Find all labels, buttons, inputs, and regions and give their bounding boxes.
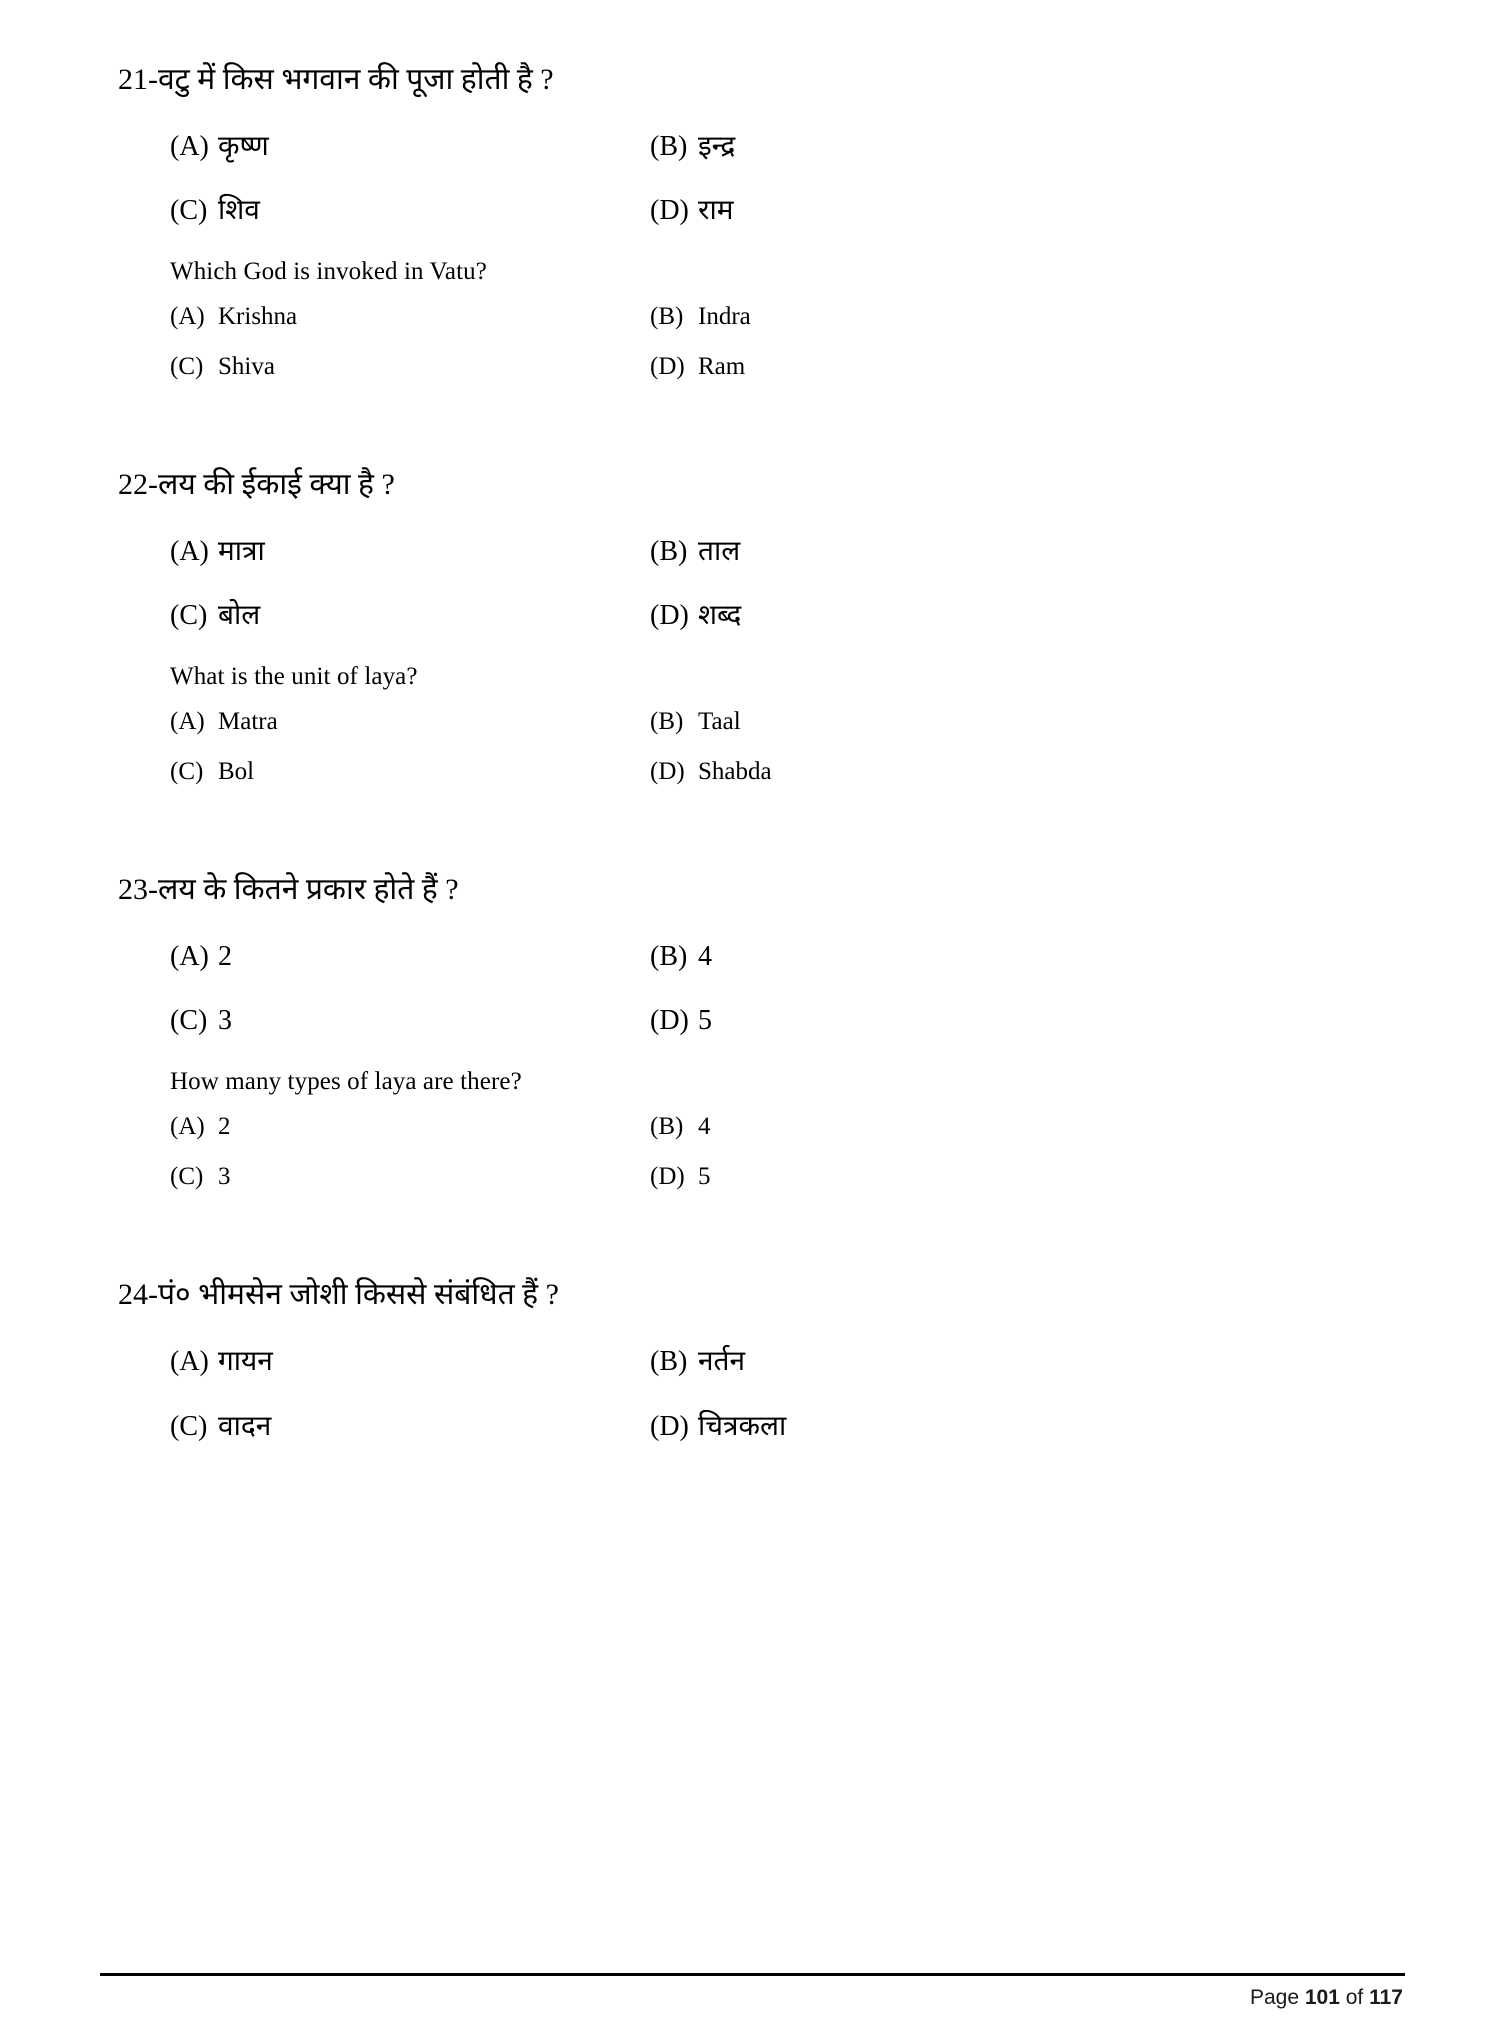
option-label: राम bbox=[698, 195, 734, 227]
option-b[interactable] bbox=[650, 520, 1387, 585]
option-label: 4 bbox=[698, 1113, 711, 1141]
question-number: 22- bbox=[118, 468, 158, 502]
footer-current-page: 101 bbox=[1304, 1986, 1340, 2009]
option-label: Indra bbox=[698, 303, 751, 331]
question-heading bbox=[118, 60, 1387, 101]
option-tag: (B) bbox=[650, 130, 688, 162]
option-label: गायन bbox=[218, 1345, 273, 1377]
option-label: 4 bbox=[698, 940, 712, 972]
option-label: 2 bbox=[218, 1113, 231, 1141]
option-tag: (C) bbox=[170, 352, 204, 380]
option-tag: (D) bbox=[650, 1162, 685, 1190]
question-text-hindi: वटु में किस भगवान की पूजा होती है ? bbox=[158, 63, 554, 96]
option-label: कृष्ण bbox=[218, 130, 269, 162]
option-tag: (B) bbox=[650, 303, 684, 331]
hindi-options bbox=[170, 1330, 1387, 1460]
option-label: शिव bbox=[218, 195, 260, 227]
option-label: Matra bbox=[218, 708, 278, 736]
option-tag: (C) bbox=[170, 195, 208, 227]
question-text-english: What is the unit of laya? bbox=[170, 663, 418, 691]
option-label: 5 bbox=[698, 1162, 711, 1190]
question-text-english: How many types of laya are there? bbox=[170, 1068, 522, 1096]
option-a[interactable] bbox=[170, 925, 650, 990]
option-tag: (A) bbox=[170, 1345, 209, 1377]
option-a-en[interactable] bbox=[170, 697, 650, 747]
option-label: ताल bbox=[698, 535, 741, 567]
question-block bbox=[118, 870, 1387, 1201]
option-label: Taal bbox=[698, 708, 741, 736]
spacer bbox=[118, 836, 1387, 870]
option-c[interactable] bbox=[170, 1395, 650, 1460]
option-tag: (C) bbox=[170, 1005, 208, 1037]
option-a[interactable] bbox=[170, 1330, 650, 1395]
option-tag: (A) bbox=[170, 303, 205, 331]
footer-prefix: Page bbox=[1249, 1986, 1300, 2009]
option-tag: (D) bbox=[650, 1410, 689, 1442]
option-label: नर्तन bbox=[698, 1345, 746, 1377]
option-a-en[interactable] bbox=[170, 1102, 650, 1152]
option-tag: (A) bbox=[170, 535, 209, 567]
option-label: बोल bbox=[218, 600, 261, 632]
option-d[interactable] bbox=[650, 1395, 1387, 1460]
hindi-options bbox=[170, 115, 1387, 245]
question-heading bbox=[118, 1275, 1387, 1316]
option-a[interactable] bbox=[170, 115, 650, 180]
question-text-hindi: लय के कितने प्रकार होते हैं ? bbox=[158, 873, 459, 907]
option-label: इन्द्र bbox=[698, 130, 736, 162]
option-c-en[interactable] bbox=[170, 747, 650, 797]
footer-total-pages: 117 bbox=[1369, 1986, 1403, 2009]
option-tag: (D) bbox=[650, 600, 689, 632]
question-number: 24- bbox=[118, 1278, 158, 1312]
option-label: चित्रकला bbox=[698, 1410, 787, 1442]
question-heading bbox=[118, 870, 1387, 911]
english-options bbox=[170, 292, 1387, 391]
option-label: वादन bbox=[218, 1410, 272, 1442]
option-tag: (B) bbox=[650, 708, 684, 736]
option-label: 2 bbox=[218, 940, 232, 972]
question-text-hindi: पं० भीमसेन जोशी किससे संबंधित हैं ? bbox=[158, 1278, 559, 1312]
page-number bbox=[100, 1976, 1405, 2010]
option-d[interactable] bbox=[650, 179, 1387, 244]
question-block bbox=[118, 60, 1387, 391]
option-label: 5 bbox=[698, 1005, 712, 1037]
option-c[interactable] bbox=[170, 584, 650, 649]
option-d[interactable] bbox=[650, 989, 1387, 1054]
option-tag: (B) bbox=[650, 940, 688, 972]
option-a-en[interactable] bbox=[170, 292, 650, 342]
question-heading bbox=[118, 465, 1387, 506]
option-label: Bol bbox=[218, 757, 255, 785]
hindi-options bbox=[170, 925, 1387, 1055]
option-b-en[interactable] bbox=[650, 1102, 1387, 1152]
option-b-en[interactable] bbox=[650, 697, 1387, 747]
option-tag: (A) bbox=[170, 1113, 205, 1141]
option-tag: (B) bbox=[650, 1113, 684, 1141]
option-d-en[interactable] bbox=[650, 1152, 1387, 1202]
option-a[interactable] bbox=[170, 520, 650, 585]
option-b[interactable] bbox=[650, 925, 1387, 990]
option-tag: (A) bbox=[170, 708, 205, 736]
spacer bbox=[118, 1241, 1387, 1275]
option-d[interactable] bbox=[650, 584, 1387, 649]
question-block bbox=[118, 465, 1387, 796]
footer-middle: of bbox=[1345, 1986, 1364, 2009]
question-list bbox=[118, 60, 1387, 1459]
option-tag: (D) bbox=[650, 352, 685, 380]
question-text-hindi: लय की ईकाई क्या है ? bbox=[158, 468, 395, 502]
option-d-en[interactable] bbox=[650, 747, 1387, 797]
option-label: Shabda bbox=[698, 757, 772, 785]
option-tag: (B) bbox=[650, 535, 688, 567]
option-label: 3 bbox=[218, 1005, 232, 1037]
option-label: मात्रा bbox=[218, 535, 265, 567]
option-d-en[interactable] bbox=[650, 342, 1387, 392]
question-text-english: Which God is invoked in Vatu? bbox=[170, 258, 487, 286]
option-tag: (D) bbox=[650, 195, 689, 227]
english-options bbox=[170, 1102, 1387, 1201]
option-label: Ram bbox=[698, 352, 746, 380]
english-options bbox=[170, 697, 1387, 796]
option-label: Krishna bbox=[218, 303, 298, 331]
option-b-en[interactable] bbox=[650, 292, 1387, 342]
option-b[interactable] bbox=[650, 115, 1387, 180]
question-number: 21- bbox=[118, 63, 158, 96]
option-label: 3 bbox=[218, 1162, 231, 1190]
option-tag: (A) bbox=[170, 940, 209, 972]
option-tag: (A) bbox=[170, 130, 209, 162]
option-c-en[interactable] bbox=[170, 1152, 650, 1202]
hindi-options bbox=[170, 520, 1387, 650]
page-footer bbox=[100, 1973, 1405, 2010]
option-tag: (C) bbox=[170, 757, 204, 785]
option-label: शब्द bbox=[698, 600, 742, 632]
option-tag: (C) bbox=[170, 1162, 204, 1190]
option-b[interactable] bbox=[650, 1330, 1387, 1395]
option-tag: (C) bbox=[170, 600, 208, 632]
option-tag: (B) bbox=[650, 1345, 688, 1377]
option-c[interactable] bbox=[170, 179, 650, 244]
question-number: 23- bbox=[118, 873, 158, 907]
option-c-en[interactable] bbox=[170, 342, 650, 392]
question-block bbox=[118, 1275, 1387, 1459]
option-label: Shiva bbox=[218, 352, 275, 380]
option-tag: (D) bbox=[650, 757, 685, 785]
option-tag: (C) bbox=[170, 1410, 208, 1442]
option-tag: (D) bbox=[650, 1005, 689, 1037]
option-c[interactable] bbox=[170, 989, 650, 1054]
spacer bbox=[118, 431, 1387, 465]
